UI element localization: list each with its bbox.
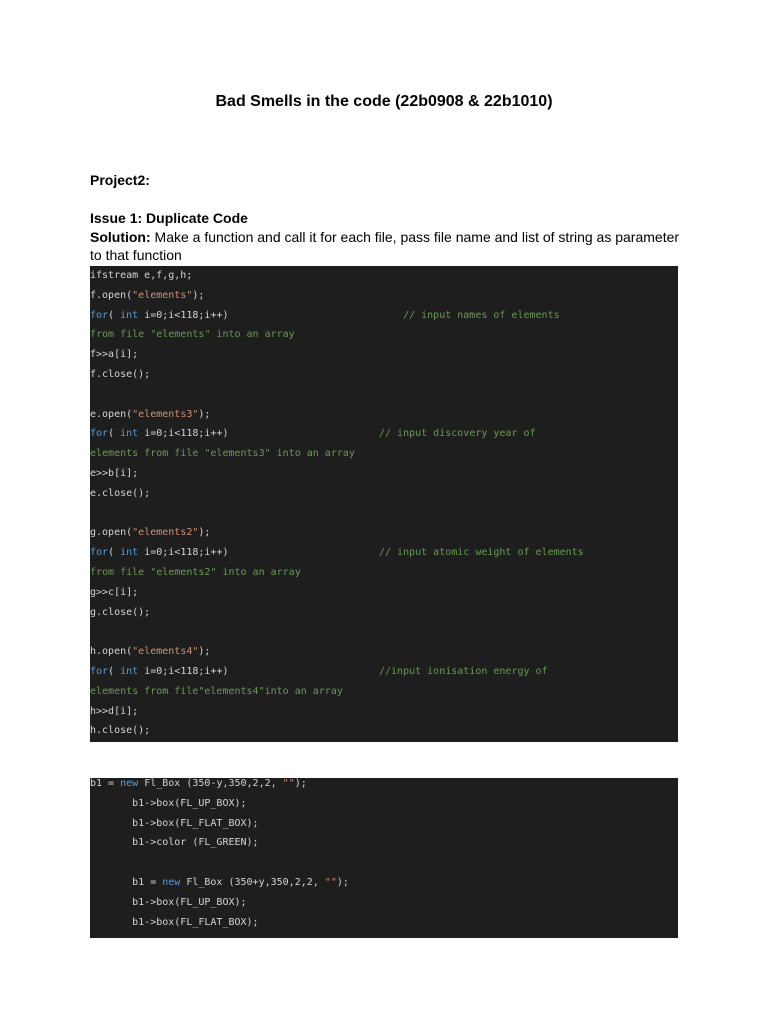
solution-label: Solution:: [90, 229, 151, 245]
code-token: int: [120, 309, 139, 321]
code-line: [90, 405, 678, 425]
code-token: from file "elements" into an array: [90, 329, 295, 341]
code-line: [90, 306, 678, 326]
code-token: int: [120, 428, 139, 440]
solution-paragraph: [90, 228, 680, 264]
code-token: e.close();: [90, 487, 151, 499]
code-line: [90, 484, 678, 504]
code-token: h>>d[i];: [90, 705, 139, 717]
code-token: "elements4": [132, 646, 199, 658]
code-token: "elements": [132, 289, 193, 301]
code-line: [90, 778, 678, 794]
code-token: // input names of elements: [403, 309, 560, 321]
code-token: b1 =: [90, 876, 163, 888]
code-token: // input discovery year of: [379, 428, 536, 440]
code-line: [90, 603, 678, 623]
code-token: i=0;i<118;i++): [138, 665, 379, 677]
code-token: b1->box(FL_FLAT_BOX);: [90, 916, 259, 928]
code-line: [90, 365, 678, 385]
code-line: [90, 504, 678, 524]
code-line: [90, 325, 678, 345]
code-token: elements from file "elements3" into an array: [90, 448, 355, 460]
code-token: );: [294, 778, 307, 789]
code-line: [90, 814, 678, 834]
solution-text: Make a function and call it for each file, pass file name and list of string as parameter to that function: [90, 229, 680, 263]
code-line: [90, 721, 678, 741]
code-line: [90, 622, 678, 642]
code-line: [90, 385, 678, 405]
code-token: "": [282, 778, 295, 789]
code-block-fl-box: [90, 778, 678, 938]
code-line: [90, 464, 678, 484]
code-token: new: [162, 876, 181, 888]
code-token: (: [108, 428, 121, 440]
code-token: h.open(: [90, 646, 133, 658]
code-token: i=0;i<118;i++): [138, 428, 379, 440]
code-line: [90, 913, 678, 933]
code-token: int: [120, 547, 139, 559]
code-line: [90, 642, 678, 662]
code-token: i=0;i<118;i++): [138, 547, 379, 559]
code-line: [90, 682, 678, 702]
code-line: [90, 345, 678, 365]
code-line: [90, 266, 678, 286]
code-token: (: [108, 547, 121, 559]
code-token: b1->color (FL_GREEN);: [90, 837, 259, 849]
code-token: Fl_Box (350-y,350,2,2,: [138, 778, 283, 789]
code-token: for: [90, 547, 109, 559]
code-line: [90, 662, 678, 682]
code-token: for: [90, 665, 109, 677]
code-token: b1->box(FL_UP_BOX);: [90, 896, 247, 908]
code-token: g.open(: [90, 527, 133, 539]
code-line: [90, 794, 678, 814]
code-token: g.close();: [90, 606, 151, 618]
code-line: [90, 286, 678, 306]
code-token: for: [90, 309, 109, 321]
code-token: int: [120, 665, 139, 677]
code-line: [90, 444, 678, 464]
code-token: );: [198, 527, 211, 539]
code-token: "elements3": [132, 408, 199, 420]
code-line: [90, 424, 678, 444]
code-token: );: [336, 876, 349, 888]
code-token: f>>a[i];: [90, 349, 139, 361]
code-token: );: [198, 646, 211, 658]
code-token: );: [192, 289, 205, 301]
code-token: (: [108, 309, 121, 321]
code-token: // input atomic weight of elements: [379, 547, 584, 559]
code-line: [90, 893, 678, 913]
code-token: b1 =: [90, 778, 121, 789]
code-token: g>>c[i];: [90, 586, 139, 598]
code-token: b1->box(FL_UP_BOX);: [90, 797, 247, 809]
code-token: //input ionisation energy of: [379, 665, 548, 677]
issue-heading: Issue 1: Duplicate Code: [90, 210, 248, 226]
code-line: [90, 873, 678, 893]
code-token: (: [108, 665, 121, 677]
code-line: [90, 563, 678, 583]
document-title: Bad Smells in the code (22b0908 & 22b1010): [215, 93, 553, 110]
code-block-file-reading: [90, 266, 678, 742]
code-token: i=0;i<118;i++): [138, 309, 404, 321]
code-listing-2: [90, 778, 678, 932]
code-token: b1->box(FL_FLAT_BOX);: [90, 817, 259, 829]
code-token: ifstream e,f,g,h;: [90, 270, 193, 281]
code-line: [90, 543, 678, 563]
code-token: new: [120, 778, 139, 789]
code-token: Fl_Box (350+y,350,2,2,: [180, 876, 325, 888]
code-token: e>>b[i];: [90, 467, 139, 479]
code-listing-1: [90, 266, 678, 741]
code-line: [90, 702, 678, 722]
code-token: elements from file"elements4"into an array: [90, 685, 343, 697]
code-line: [90, 853, 678, 873]
code-token: f.open(: [90, 289, 133, 301]
code-token: e.open(: [90, 408, 133, 420]
code-token: "elements2": [132, 527, 199, 539]
code-line: [90, 523, 678, 543]
code-token: f.close();: [90, 368, 151, 380]
code-token: "": [324, 876, 337, 888]
code-line: [90, 833, 678, 853]
code-token: );: [198, 408, 211, 420]
code-token: for: [90, 428, 109, 440]
code-line: [90, 583, 678, 603]
project-heading: Project2:: [90, 172, 150, 188]
code-token: from file "elements2" into an array: [90, 566, 301, 578]
code-token: h.close();: [90, 725, 151, 737]
